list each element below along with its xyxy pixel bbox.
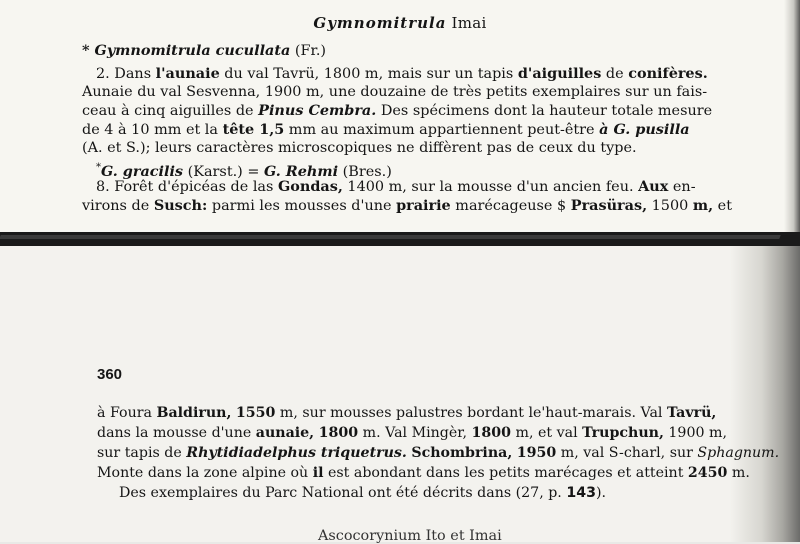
text-line-2: Aunaie du val Sesvenna, 1900 m, une douzaine de très petits exemplaires sur un fais- [82,84,708,100]
text-line-4: de 4 à 10 mm et la tête 1,5 mm au maximum appartiennent peut-être à G. pusilla [82,121,690,138]
text-line-3: ceau à cinq aiguilles de Pinus Cembra. Des spécimens dont la hauteur totale mesure [82,102,713,119]
species-gracilis: *G. gracilis (Karst.) = G. Rehmi (Bres.) [96,162,392,180]
species-cucullata: * Gymnomitrula cucullata (Fr.) [82,42,327,59]
page-fold-line [0,235,781,239]
page-number: 360 [97,366,123,383]
page-curl-shadow [730,246,800,542]
body-line-4: Monte dans la zone alpine où il est abondant dans les petits marécages et atteint 2450 m. [97,465,750,481]
body-line-3: sur tapis de Rhytidiadelphus triquetrus. Schombrina, 1950 m, val S-charl, sur Sphagnum. [97,445,780,461]
text-line-7: virons de Susch: parmi les mousses d'une prairie marécageuse $ Prasüras, 1500 m, et [82,197,732,214]
scan-upper-page [0,0,800,232]
text-line-5: (A. et S.); leurs caractères microscopiques ne diffèrent pas de ceux du type. [82,140,637,156]
text-line-1: 2. Dans l'aunaie du val Tavrü, 1800 m, mais sur un tapis d'aiguilles de conifères. [96,65,708,82]
text-line-6: 8. Forêt d'épicéas de las Gondas, 1400 m, sur la mousse d'un ancien feu. Aux en- [96,178,696,195]
body-line-2: dans la mousse d'une aunaie, 1800 m. Val Mingèr, 1800 m, et val Trupchun, 1900 m, [97,425,727,441]
body-line-1: à Foura Baldirun, 1550 m, sur mousses palustres bordant le'haut-marais. Val Tavrü, [97,405,717,421]
genus-heading: Gymnomitrula Imai [313,14,487,32]
body-line-5: Des exemplaires du Parc National ont été décrits dans (27, p. 143). [119,485,607,501]
page-edge-shadow [784,0,800,232]
next-genus-heading: Ascocorynium Ito et Imai [318,528,502,544]
scan-divider [0,232,800,246]
